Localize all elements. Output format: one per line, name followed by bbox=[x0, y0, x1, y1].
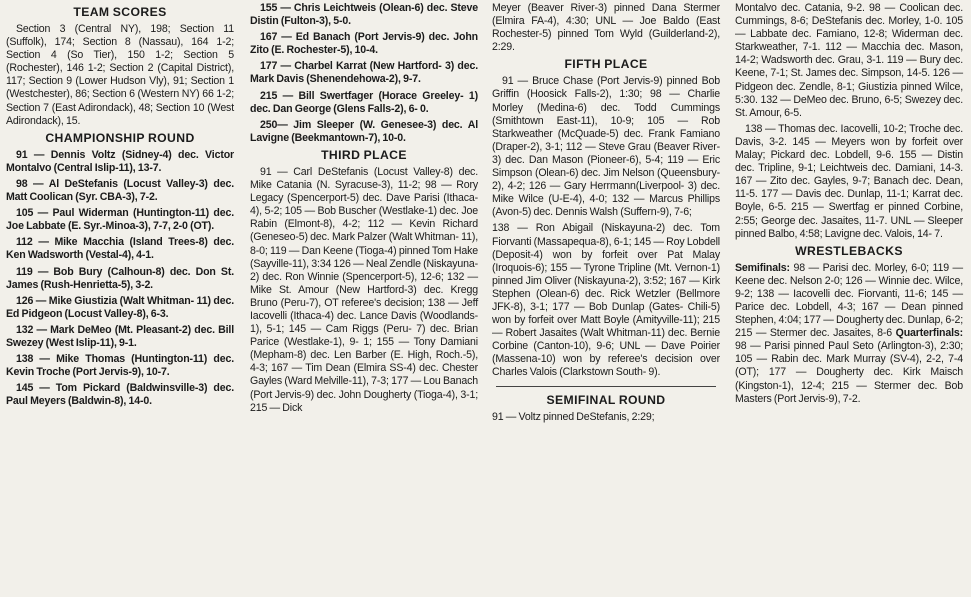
column-4 bbox=[735, 2, 963, 409]
section-heading: CHAMPIONSHIP ROUND bbox=[45, 130, 195, 145]
column-3 bbox=[492, 2, 720, 427]
bout-result: 126 — Mike Giustizia (Walt Whitman- 11) dec. Ed Pidgeon (Locust Valley-8), 6-3. bbox=[6, 294, 234, 320]
column-1 bbox=[6, 2, 234, 411]
results-paragraph: 138 — Ron Abigail (Niskayuna-2) dec. Tom Fiorvanti (Massapequa-8), 6-1; 145 — Roy Lobdell (Deposit-4) won by forfeit over Pat Malay (Iroquois-6); 155 — Tyrone Tripline (Mt. Vernon-1) pinned Jim Oliver (Niskayuna-2), 3:52; 167 — Kirk Stephen (Olean-6) dec. Rick Wetzler (Bellmore JFK-8), 3-1; 177 — Bob Dunlap (Gates- Chili-5) won by forfeit over Matt Boyle (Amityville-11); 215 — Robert Jasaites (Walt Whitman-11) dec. Bernie Corbine (Canton-10), 9-6; UNL — Dave Poirier (Massena-10) won by referee's decision over Charles Valois (Clarkstown South- 9). bbox=[492, 222, 720, 379]
bout-result: 145 — Tom Pickard (Baldwinsville-3) dec. Paul Meyers (Baldwin-8), 14-0. bbox=[6, 382, 234, 408]
bout-result: 177 — Charbel Karrat (New Hartford- 3) dec. Mark Davis (Shenendehowa-2), 9-7. bbox=[250, 60, 478, 86]
bout-result: 138 — Mike Thomas (Huntington-11) dec. Kevin Troche (Port Jervis-9), 10-7. bbox=[6, 353, 234, 379]
results-paragraph: Montalvo dec. Catania, 9-2. 98 — Coolican dec. Cummings, 8-6; DeStefanis dec. Morley, 1-0. 105 — Labbate dec. Famiano, 12-8; Widerman dec. Starkweather, 7-1. 112 — Macchia dec. Mason, 14-2; Wadsworth dec. Grau, 3-1. 119 — Bury dec. Keene, 7-1; St. James dec. Simpson, 14-5. 126 — Pidgeon dec. Zendle, 8-1; Giustizia pinned Wilce, 5:30. 132 — DeMeo dec. Bruno, 6-5; Swezey dec. St. Amour, 6-5. bbox=[735, 2, 963, 119]
bout-result: 91 — Dennis Voltz (Sidney-4) dec. Victor Montalvo (Central Islip-11), 13-7. bbox=[6, 148, 234, 174]
bout-result: 155 — Chris Leichtweis (Olean-6) dec. Steve Distin (Fulton-3), 5-0. bbox=[250, 2, 478, 28]
results-paragraph: 91 — Voltz pinned DeStefanis, 2:29; bbox=[492, 410, 655, 423]
results-paragraph bbox=[735, 262, 963, 406]
bout-result: 132 — Mark DeMeo (Mt. Pleasant-2) dec. Bill Swezey (West Islip-11), 9-1. bbox=[6, 323, 234, 349]
section-heading: THIRD PLACE bbox=[321, 147, 407, 162]
bout-result: 98 — Al DeStefanis (Locust Valley-3) dec. Matt Coolican (Syr. CBA-3), 7-2. bbox=[6, 177, 234, 204]
bout-result: 215 — Bill Swertfager (Horace Greeley- 1) dec. Dan George (Glens Falls-2), 6- 0. bbox=[250, 89, 478, 115]
round-label: Quarterfinals: bbox=[895, 327, 963, 340]
results-paragraph: 138 — Thomas dec. Iacovelli, 10-2; Troche dec. Davis, 3-2. 145 — Meyers won by forfeit over Malay; Pickard dec. Lobdell, 9-6. 155 — Distin dec. Tripline, 9-1; Leichtweis dec. Damiani, 14-3. 167 — Zito dec. Gayles, 9-7; Banach dec. Dean, 11-5. 177 — Davis dec. Dunlap, 11-1; Karrat dec. Boyle, 6-5. 215 — Swertfag er pinned Corbine, 2:55; George dec. Jasaites, 11-7. UNL — Sleeper pinned Balbo, 4:58; Lavigne dec. Valois, 14- 7. bbox=[735, 122, 963, 240]
results-paragraph: Section 3 (Central NY), 198; Section 11 (Suffolk), 174; Section 8 (Nassau), 164 1-2; Section 4 (So Tier), 150 1-2; Section 5 (Rochester), 146 1-2; Section 2 (Capital District), 117; Section 9 (Lower Hudson Vly), 91; Section 1 (Westchester), 86; Section 6 (Western NY) 66 1-2; Section 7 (East Adirondack), 48; Section 10 (West Adirondack), 15. bbox=[6, 23, 234, 127]
round-label: Semifinals: bbox=[735, 261, 790, 274]
bout-result: 167 — Ed Banach (Port Jervis-9) dec. John Zito (E. Rochester-5), 10-4. bbox=[250, 31, 478, 57]
section-heading: WRESTLEBACKS bbox=[795, 243, 903, 258]
bout-result: 105 — Paul Widerman (Huntington-11) dec. Joe Labbate (E. Syr.-Minoa-3), 7-7, 2-0 (OT). bbox=[6, 207, 234, 233]
results-text: 98 — Parisi pinned Paul Seto (Arlington-3), 2:30; 105 — Rabin dec. Mark Murray (SV-4), 2-2, 7-4 (OT); 177 — Dougherty dec. Kirk Maisch (Kingston-1), 12-4; 215 — Stermer dec. Bob Masters (Port Jervis-9), 7-2. bbox=[735, 340, 963, 405]
column-2 bbox=[250, 2, 478, 418]
results-paragraph: 91 — Carl DeStefanis (Locust Valley-8) dec. Mike Catania (N. Syracuse-3), 11-2; 98 — Rory Legacy (Spencerport-5) dec. Dave Parisi (Ithaca-4), 5-2; 105 — Bob Buscher (Westlake-1) dec. Joe Rabin (Elmont-8), 4-2; 112 — Kevin Richard (Geneseo-5) dec. Mark Palzer (Walt Whitman- 11), 8-0; 119 — Dan Keene (Tioga-4) pinned Tom Hake (Sayville-11), 3:34 126 — Neal Zendle (Niskayuna-2) dec. Ron Winnie (Spencerport-5), 12-6; 132 — Mike St. Amour (New Hartford-3) dec. Kregg Bruno (Peru-7), OT referee's decision; 138 — Jeff Iacovelli (Ithaca-4) dec. Lance Davis (Woodlands-1), 5-1; 145 — Cam Riggs (Peru- 7) dec. Brian Parice (Westlake-1), 9- 1; 155 — Tony Damiani (Mepham-8) dec. Len Barber (E. High, Roch.-5), 4-3; 167 — Tim Dean (Elmira SS-4) dec. Chester Gayles (Ward Melville-11), 7-3; 177 — Lou Banach (Port Jervis-9) dec. John Dougherty (Tioga-4), 3-1; 215 — Dick bbox=[250, 165, 478, 414]
section-divider bbox=[496, 386, 716, 387]
results-paragraph: Meyer (Beaver River-3) pinned Dana Stermer (Elmira FA-4), 4:30; UNL — Joe Baldo (East Rochester-5) pinned Tom Wyld (Guilderland-2), 2:29. bbox=[492, 2, 720, 54]
results-paragraph: 91 — Bruce Chase (Port Jervis-9) pinned Bob Griffin (Hoosick Falls-2), 1:30; 98 — Charlie Morley (Medina-6) dec. Todd Cummings (Smithtown East-11), 10-9; 105 — Rob Starkweather (McQuade-5) dec. Frank Famiano (Draper-2), 3-1; 112 — Steve Grau (Beaver River-3) dec. Dan Mason (Pioneer-6), 5-4; 119 — Eric Simpson (Olean-6) dec. Jim Nelson (Queensbury- 2), 4-2; 126 — Gary Herrmann(Liverpool- 3) dec. Mike Wilce (U-E-4), 4-0; 132 — Marcus Phillips (Avon-5) dec. Dennis Walsh (Suffern-9), 7-6; bbox=[492, 75, 720, 219]
bout-result: 250— Jim Sleeper (W. Genesee-3) dec. Al Lavigne (Beekmantown-7), 10-0. bbox=[250, 118, 478, 144]
section-heading: SEMIFINAL ROUND bbox=[546, 392, 666, 407]
bout-result: 112 — Mike Macchia (Island Trees-8) dec. Ken Wadsworth (Vestal-4), 4-1. bbox=[6, 236, 234, 262]
bout-result: 119 — Bob Bury (Calhoun-8) dec. Don St. James (Rush-Henrietta-5), 3-2. bbox=[6, 265, 234, 291]
section-heading: FIFTH PLACE bbox=[564, 57, 648, 72]
results-text: 98 — Parisi dec. Morley, 6-0; 119 — Keene dec. Nelson 2-0; 126 — Winnie dec. Wilce, 9-2; 138 — Iacovelli dec. Fiorvanti, 11-6; 145 — Parice dec. Lobdell, 4-3; 167 — Dean pinned Stephen, 4:04; 177 — Dougherty dec. Dunlap, 6-2; 215 — Stermer dec. Jasaites, 8-6 bbox=[735, 261, 963, 340]
section-heading: TEAM SCORES bbox=[73, 5, 167, 19]
